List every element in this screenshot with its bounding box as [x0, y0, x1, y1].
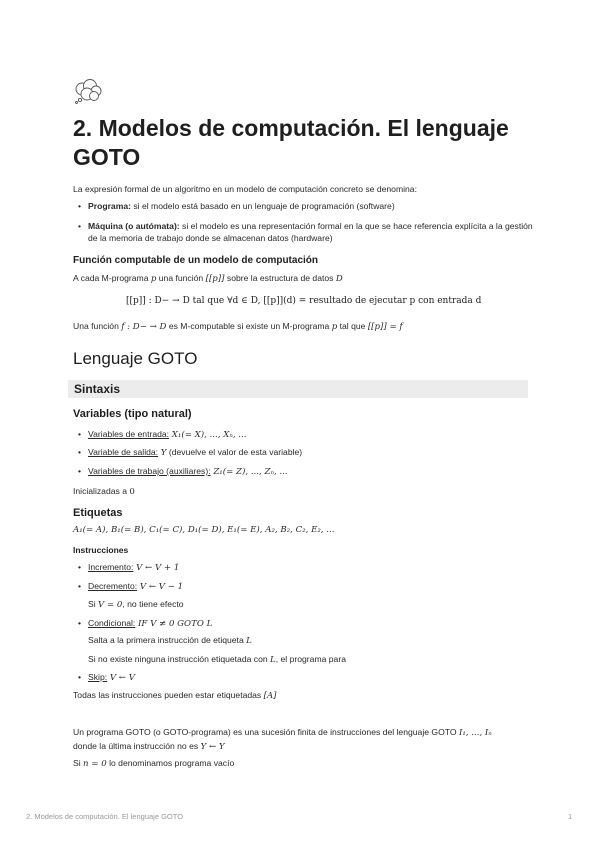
var-entrada: Variables de entrada: X₁(= X), ..., Xₙ, ... [88, 429, 247, 440]
computable-equation: [[p]] : D− → D tal que ∀d ∈ D, [[p]](d) = resultado de ejecutar p con entrada d [126, 296, 482, 306]
bullet: • [78, 466, 82, 476]
bullet: • [78, 429, 82, 439]
goto-program-def: Un programa GOTO (o GOTO-programa) es una sucesión finita de instrucciones del lenguaje GOTO I₁, ..., Iₙ [73, 727, 492, 738]
bullet: • [78, 201, 82, 211]
instr-skip: Skip: V ← V [88, 672, 135, 683]
all-labeled-text: Todas las instrucciones pueden estar etiquetadas [A] [73, 690, 277, 701]
decremento-note: Si V = 0, no tiene efecto [88, 599, 184, 610]
computable-heading: Función computable de un modelo de computación [73, 255, 319, 266]
bullet: • [78, 447, 82, 457]
bullet: • [78, 562, 82, 572]
def-programa: Programa: si el modelo está basado en un lenguaje de programación (software) [88, 201, 395, 211]
var-salida: Variable de salida: Y (devuelve el valor de esta variable) [88, 447, 303, 458]
instr-incremento: Incremento: V ← V + 1 [88, 562, 180, 573]
instrucciones-heading: Instrucciones [73, 545, 129, 555]
sintaxis-heading: Sintaxis [74, 382, 121, 396]
page-title: 2. Modelos de computación. El lenguaje GOTO [73, 115, 509, 170]
var-trabajo: Variables de trabajo (auxiliares): Z₁(= Z), ..., Zₙ, ... [88, 466, 288, 477]
etiquetas-heading: Etiquetas [73, 507, 123, 519]
bullet: • [78, 221, 82, 231]
def-maquina: Máquina (o autómata): si el modelo es una representación formal en la que se hace referencia explícita a la gestión de la memoria de trabajo donde se almacenan datos (hardware) [88, 221, 533, 243]
empty-program-text: Si n = 0 lo denominamos programa vacío [73, 758, 235, 769]
condicional-note-1: Salta a la primera instrucción de etiqueta L [88, 635, 252, 646]
bullet: • [78, 581, 82, 591]
footer-title: 2. Modelos de computación. El lenguaje GOTO [26, 812, 184, 821]
goto-program-def-2: donde la última instrucción no es Y ← Y [73, 741, 225, 752]
computable-line1: A cada M-programa p una función [[p]] sobre la estructura de datos D [73, 273, 343, 284]
instr-decremento: Decremento: V ← V − 1 [88, 581, 184, 592]
condicional-note-2: Si no existe ninguna instrucción etiquetada con L, el programa para [88, 654, 346, 665]
section-heading: Lenguaje GOTO [73, 349, 198, 368]
sintaxis-bar [68, 380, 528, 398]
page-number: 1 [568, 812, 573, 821]
cloud-icon [73, 78, 103, 104]
etiquetas-list: A₁(= A), B₁(= B), C₁(= C), D₁(= D), E₁(= E), A₂, B₂, C₂, E₂, ... [73, 525, 335, 535]
bullet: • [78, 672, 82, 682]
variables-heading: Variables (tipo natural) [73, 408, 192, 420]
bullet: • [78, 618, 82, 628]
intro-text: La expresión formal de un algoritmo en un modelo de computación concreto se denomina: [73, 184, 417, 194]
computable-line2: Una función f : D− → D es M-computable si existe un M-programa p tal que [[p]] = f [73, 321, 403, 332]
instr-condicional: Condicional: IF V ≠ 0 GOTO L [88, 618, 213, 629]
init-text: Inicializadas a 0 [73, 486, 135, 497]
